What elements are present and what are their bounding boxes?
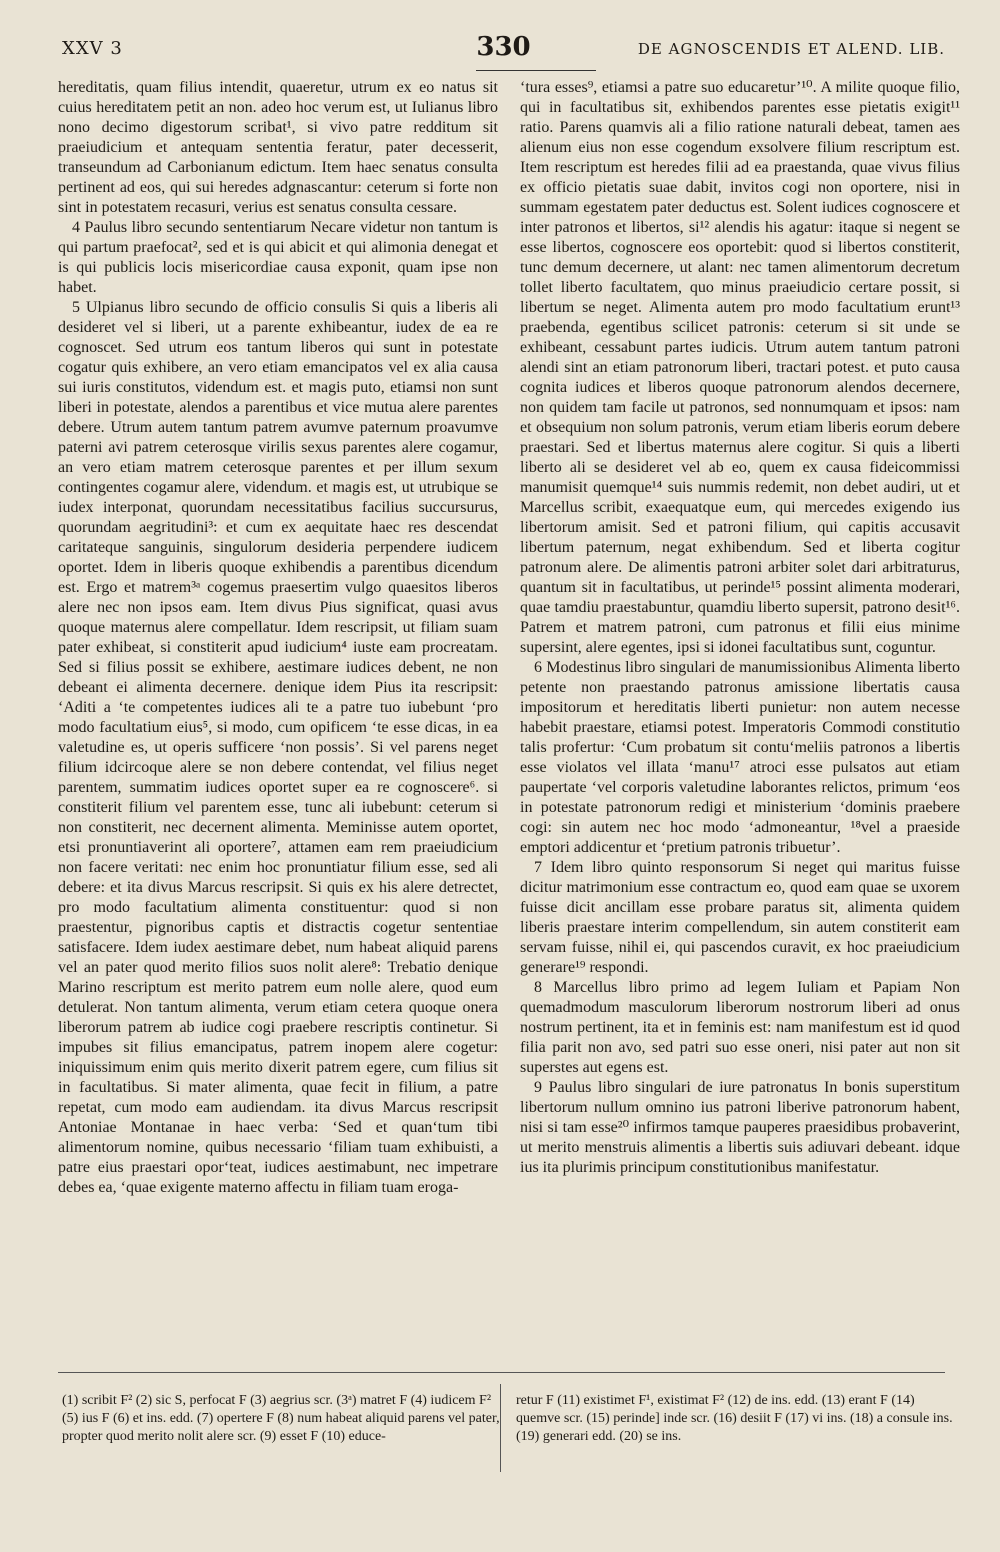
header-rule bbox=[476, 70, 596, 71]
header-section-ref: XXV 3 bbox=[62, 38, 123, 59]
header-running-title: DE AGNOSCENDIS ET ALEND. LIB. bbox=[637, 40, 945, 58]
footnotes-right: retur F (11) existimet F¹, existimat F² (12) de ins. edd. (13) erant F (14) quemve scr. (15) perinde] inde scr. (16) desiit F (17) vi ins. (18) a consule ins. (19) generari edd. (20) se ins. bbox=[516, 1393, 953, 1444]
footnote-separator bbox=[58, 1372, 945, 1373]
paragraph: 8 Marcellus libro primo ad legem Iuliam et Papiam Non quemadmodum masculorum liberorum nostrorum liberi ad onus nostrum pertinent, ita et in feminis est: nam manifestum est id quod filia parit non avo, sed patri suo esse oneri, nisi pater aut non sit superstes aut egens est. bbox=[520, 979, 960, 1076]
running-header bbox=[62, 32, 945, 70]
paragraph: 9 Paulus libro singulari de iure patronatus In bonis superstitum libertorum nullum omnino ius patroni liberive patronorum habent, nisi si tam esse²⁰ infirmos tamque pauperes praesidibus probaverint, ut merito menstruis alimentis a libertis suis adiuvari debeant. idque ius ita plurimis principum constitutionibus manifestatur. bbox=[520, 1079, 960, 1176]
right-column bbox=[520, 78, 960, 1178]
paragraph: 5 Ulpianus libro secundo de officio consulis Si quis a liberis ali desideret vel si liberi, ut a parente exhibeantur, iudex de ea re cognoscet. Sed utrum eos tantum liberos qui sunt in potestate cogatur quis exhibere, an vero etiam emancipatos vel ex alia causa sui iuris constitutos, videndum est. et magis puto, etiamsi non sunt liberi in potestate, alendos a parentibus et vice mutua alere parentes debere. Utrum autem tantum patrem avumve paternum proavumve paterni avi patrem ceterosque virilis sexus parentes alere cogamur, an vero etiam matrem ceterosque parentes et per illum sexum contingentes cogamur alere, videndum. et magis est, ut utrubique se iudex interponat, quorundam necessitatibus facilius succursurus, quorundam aegritudini³: et cum ex aequitate haec res descendat caritateque sanguinis, singulorum desideria perpendere iudicem oportet. Idem in liberis quoque exhibendis a parentibus dicendum est. Ergo et matrem³ᵃ cogemus praesertim vulgo quaesitos liberos alere nec non ipsos eam. Item divus Pius significat, quasi avus quoque maternus alere compellatur. Idem rescripsit, ut filiam suam pater exhibeat, si constiterit apud iudicium⁴ iuste eam procreatam. Sed si filius possit se exhibere, aestimare iudices debent, ne non debeant ei alimenta decernere. denique idem Pius ita rescripsit: ‘Aditi a ‘te competentes iudices ali te a patre tuo iubebunt ‘pro modo facultatium eius⁵, si modo, cum opificem ‘te esse dicas, in ea valetudine es, ut operis sufficere ‘non possis’. Si vel parens neget filium idcircoque alere se non debere contendat, vel filius neget parentem, summatim iudices oportet super ea re cognoscere⁶. si constiterit filium vel parentem esse, tunc ali iubebunt: ceterum si non constiterit, nec decernent alimenta. Meminisse autem oportet, etsi pronuntiaverint ali oportere⁷, attamen eam rem praeiudicium non facere veritati: nec enim hoc pronuntiatur filium esse, sed ali debere: et ita divus Marcus rescripsit. Si quis ex his alere detrectet, pro modo facultatium alimenta constituentur: quod si non praestentur, pignoribus captis et distractis cogetur sententiae satisfacere. Idem iudex aestimare debet, num habeat aliquid parens vel an pater quod merito filios suos nolit alere⁸: Trebatio denique Marino rescriptum est merito patrem eum nolle alere, quod eum detulerat. Non tantum alimenta, verum etiam cetera quoque onera liberorum patrem ab iudice cogi praebere rescriptis continetur. Si impubes sit filius emancipatus, patrem inopem alere cogetur: iniquissimum enim quis merito dixerit patrem egere, cum filius sit in facultatibus. Si mater alimenta, quae fecit in filium, a patre repetat, cum modo eam audiendam. ita divus Marcus rescripsit Antoniae Montanae in haec verba: ‘Sed et quan‘tum tibi alimentorum nomine, quibus necessario ‘filiam tuam exhibuisti, a patre eius praestari opor‘teat, iudices aestimabunt, nec impetrare debes ea, ‘quae exigente materno affectu in filiam tuam eroga- bbox=[58, 299, 498, 1196]
footnotes-left: (1) scribit F² (2) sic S, perfocat F (3) aegrius scr. (3ᵃ) matret F (4) iudicem F² (5) ius F (6) et ins. edd. (7) opertere F (8) num habeat aliquid parens vel pater, propter quod merito nolit alere scr. (9) esset F (10) educe- bbox=[62, 1393, 500, 1444]
paragraph: ‘tura esses⁹, etiamsi a patre suo educaretur’¹⁰. A milite quoque filio, qui in facultatibus sit, exhibendos parentes esse pietatis exigit¹¹ ratio. Parens quamvis ali a filio ratione naturali debeat, tamen aes alienum eius non esse cogendum exsolvere filium rescriptum est. Item rescriptum est heredes filii ad ea praestanda, quae vivus filius ex officio pietatis suae dabit, invitos cogi non oportere, nisi in summam egestatem pater deductus est. Solent iudices cognoscere et inter patronos et libertos, si¹² alendis his agatur: itaque si negent se esse libertos, cognoscere eos oportebit: quod si libertos constiterit, tunc demum decernere, ut alant: nec tamen alimentorum decretum tollet liberto facultatem, quo minus praeiudicio certare possit, si libertum se neget. Alimenta autem pro modo facultatium erunt¹³ praebenda, egentibus scilicet patronis: ceterum si sit unde se exhibeant, cessabunt partes iudicis. Utrum autem tantum patroni alendi sint an etiam patronorum liberi, tractari potest. et puto causa cognita iudices et liberos quoque patronorum alendos decernere, non quidem tam facile ut patronos, sed nonnumquam et ipsos: nam et obsequium non solum patronis, verum etiam liberis eorum debere praestari. Sed et libertus maternus alere cogitur. Si quis a liberti liberto ali se desideret vel ab eo, quem ex causa fideicommissi manumisit quemque¹⁴ suis nummis redemit, non debet audiri, ut et Marcellus scribit, exaequatque eum, qui mercedes exigendo ius libertorum amisit. Sed et patroni filium, qui capitis accusavit libertum paternum, negat exhibendum. Sed et liberta cogitur patronum alere. De alimentis patroni arbiter solet dari arbitraturus, quantum sit in facultatibus, ut perinde¹⁵ possint alimenta moderari, quae tamdiu praestabuntur, quamdiu liberto supersit, patrono desit¹⁶. Patrem et matrem patroni, cum patronus et filii eius minime supersint, alere egentes, ipsi si idonei facultatibus sunt, coguntur. bbox=[520, 79, 960, 656]
paragraph: 4 Paulus libro secundo sententiarum Necare videtur non tantum is qui partum praefocat², sed et is qui abicit et qui alimonia denegat et is qui publicis locis misericordiae causa exponit, quam ipse non habet. bbox=[58, 219, 498, 296]
paragraph: 6 Modestinus libro singulari de manumissionibus Alimenta liberto petente non praestando patronus amissione libertatis causa impositorum et hereditatis liberti punietur: non autem necesse habebit praestare, etiamsi potest. Imperatoris Commodi constitutio talis profertur: ‘Cum probatum sit contu‘meliis patronos a libertis esse violatos vel illata ‘manu¹⁷ atroci esse pulsatos aut etiam paupertate ‘vel corporis valetudine laborantes relictos, primum ‘eos in potestate patronorum redigi et ministerium ‘dominis praebere cogi: sin autem nec hoc modo ‘admoneantur, ¹⁸vel a praeside emptori addicentur et ‘pretium patronis tribuetur’. bbox=[520, 659, 960, 856]
page-number: 330 bbox=[476, 32, 531, 62]
left-column bbox=[58, 78, 498, 1198]
paragraph: hereditatis, quam filius intendit, quaeretur, utrum ex eo natus sit cuius hereditatem petit an non. adeo hoc verum est, ut Iulianus libro nono decimo digestorum scribat¹, si vivo patre redditum sit praeiudicium et antequam sententia feratur, pater decesserit, transeundum ad Carbonianum edictum. Item haec senatus consulta pertinent ad eos, qui sui heredes adgnascantur: ceterum si forte non sint in potestatem recasuri, verius est senatus consulta cessare. bbox=[58, 79, 498, 216]
paragraph: 7 Idem libro quinto responsorum Si neget qui maritus fuisse dicitur matrimonium esse contractum eo, quod eam quae se uxorem fuisse dicit ancillam esse probare paratus sit, alimenta quidem liberis praestare interim compellendum, sin autem constiterit eam servam fuisse, nihil ei, qui pascendos curavit, ex hoc praeiudicium generare¹⁹ respondi. bbox=[520, 859, 960, 976]
